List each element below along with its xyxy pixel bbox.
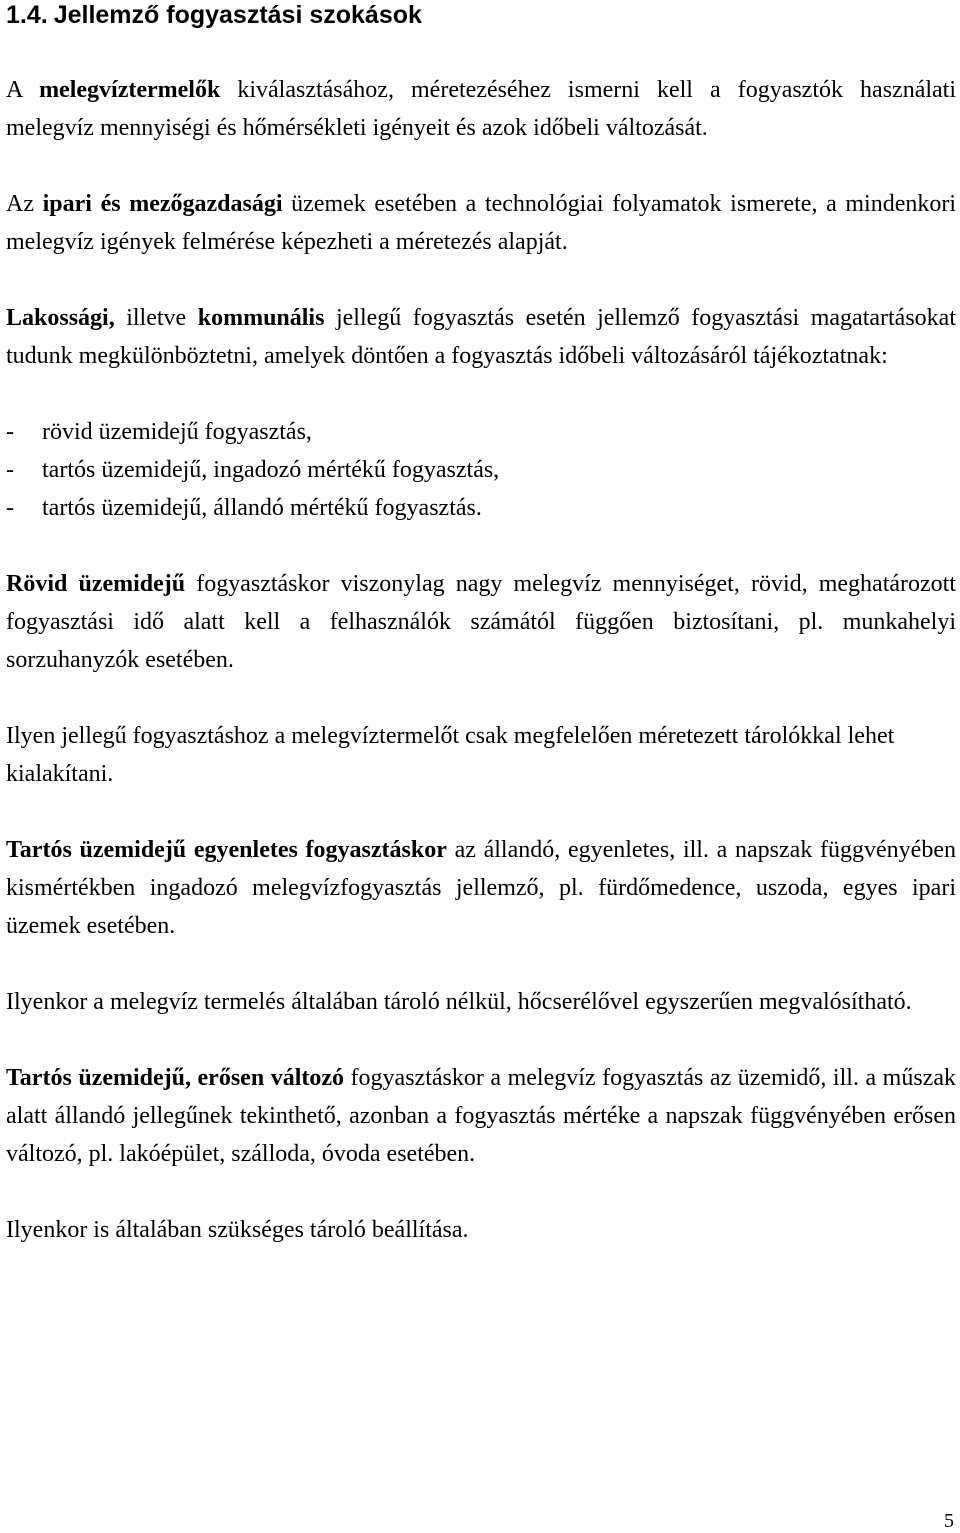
bold-term: kommunális bbox=[197, 305, 325, 331]
list-dash: - bbox=[6, 495, 14, 521]
bold-term: Rövid üzemidejű bbox=[6, 571, 186, 597]
document-body bbox=[6, 71, 956, 1287]
detail-paragraphs bbox=[6, 565, 956, 1249]
list-item-text: tartós üzemidejű, állandó mértékű fogyasztás. bbox=[42, 495, 482, 521]
text-segment: az állandó, egyenletes, ill. a napszak függvényében kismértékben ingadozó melegvízfogyasztás jellemző, pl. fürdőmedence, uszoda, egyes ipari üzemek esetében. bbox=[6, 837, 956, 939]
bold-term: Tartós üzemidejű egyenletes fogyasztáskor bbox=[6, 837, 447, 863]
paragraph-residential-communal bbox=[6, 299, 956, 375]
paragraph-short-operation bbox=[6, 565, 956, 679]
list-item-text: tartós üzemidejű, ingadozó mértékű fogyasztás, bbox=[42, 457, 500, 483]
list-item bbox=[6, 451, 956, 489]
consumption-types-list bbox=[6, 413, 956, 527]
page-number: 5 bbox=[944, 1510, 954, 1532]
paragraph-industrial-agricultural bbox=[6, 185, 956, 261]
list-item bbox=[6, 413, 956, 451]
paragraph-long-even-operation bbox=[6, 831, 956, 945]
text-segment: Az bbox=[6, 191, 43, 217]
list-item-text: rövid üzemidejű fogyasztás, bbox=[42, 419, 312, 445]
text-segment: fogyasztáskor a melegvíz fogyasztás az üzemidő, ill. a műszak alatt állandó jellegűnek tekinthető, azonban a fogyasztás mértéke a napszak függvényében erősen változó, pl. lakóépület, szálloda, óvoda esetében. bbox=[6, 1065, 956, 1167]
intro-paragraphs bbox=[6, 71, 956, 375]
paragraph-heat-exchanger bbox=[6, 983, 956, 1021]
paragraph-storage-tanks bbox=[6, 717, 956, 793]
text-segment: Ilyenkor a melegvíz termelés általában tároló nélkül, hőcserélővel egyszerűen megvalósítható. bbox=[6, 989, 912, 1015]
text-segment: illetve bbox=[114, 305, 198, 331]
bold-term: ipari és mezőgazdasági bbox=[42, 191, 283, 217]
section-heading bbox=[6, 0, 422, 30]
section-number: 1.4. bbox=[6, 1, 48, 29]
list-dash: - bbox=[6, 419, 14, 445]
text-segment: A bbox=[6, 77, 40, 103]
section-title: Jellemző fogyasztási szokások bbox=[53, 1, 422, 29]
text-segment: Ilyen jellegű fogyasztáshoz a melegvíztermelőt csak megfelelően méretezett tárolókkal lehet kialakítani. bbox=[6, 723, 895, 787]
text-segment: fogyasztáskor viszonylag nagy melegvíz mennyiséget, rövid, meghatározott fogyasztási idő alatt kell a felhasználók számától függően biztosítani, pl. munkahelyi sorzuhanyzók esetében. bbox=[6, 571, 956, 673]
list-item bbox=[6, 489, 956, 527]
text-segment: kiválasztásához, méretezéséhez ismerni kell a fogyasztók használati melegvíz mennyiségi és hőmérsékleti igényeit és azok időbeli változását. bbox=[6, 77, 956, 141]
bold-term: Tartós üzemidejű, erősen változó bbox=[6, 1065, 345, 1091]
paragraph-storage-needed bbox=[6, 1211, 956, 1249]
bold-term: melegvíztermelők bbox=[39, 77, 221, 103]
paragraph-water-heater-selection bbox=[6, 71, 956, 147]
paragraph-long-variable-operation bbox=[6, 1059, 956, 1173]
text-segment: üzemek esetében a technológiai folyamatok ismerete, a mindenkori melegvíz igények felmérése képezheti a méretezés alapját. bbox=[6, 191, 957, 255]
list-dash: - bbox=[6, 457, 14, 483]
text-segment: Ilyenkor is általában szükséges tároló beállítása. bbox=[6, 1217, 469, 1243]
bold-term: Lakossági, bbox=[6, 305, 115, 331]
text-segment: jellegű fogyasztás esetén jellemző fogyasztási magatartásokat tudunk megkülönböztetni, amelyek döntően a fogyasztás időbeli változásáról tájékoztatnak: bbox=[6, 305, 956, 369]
